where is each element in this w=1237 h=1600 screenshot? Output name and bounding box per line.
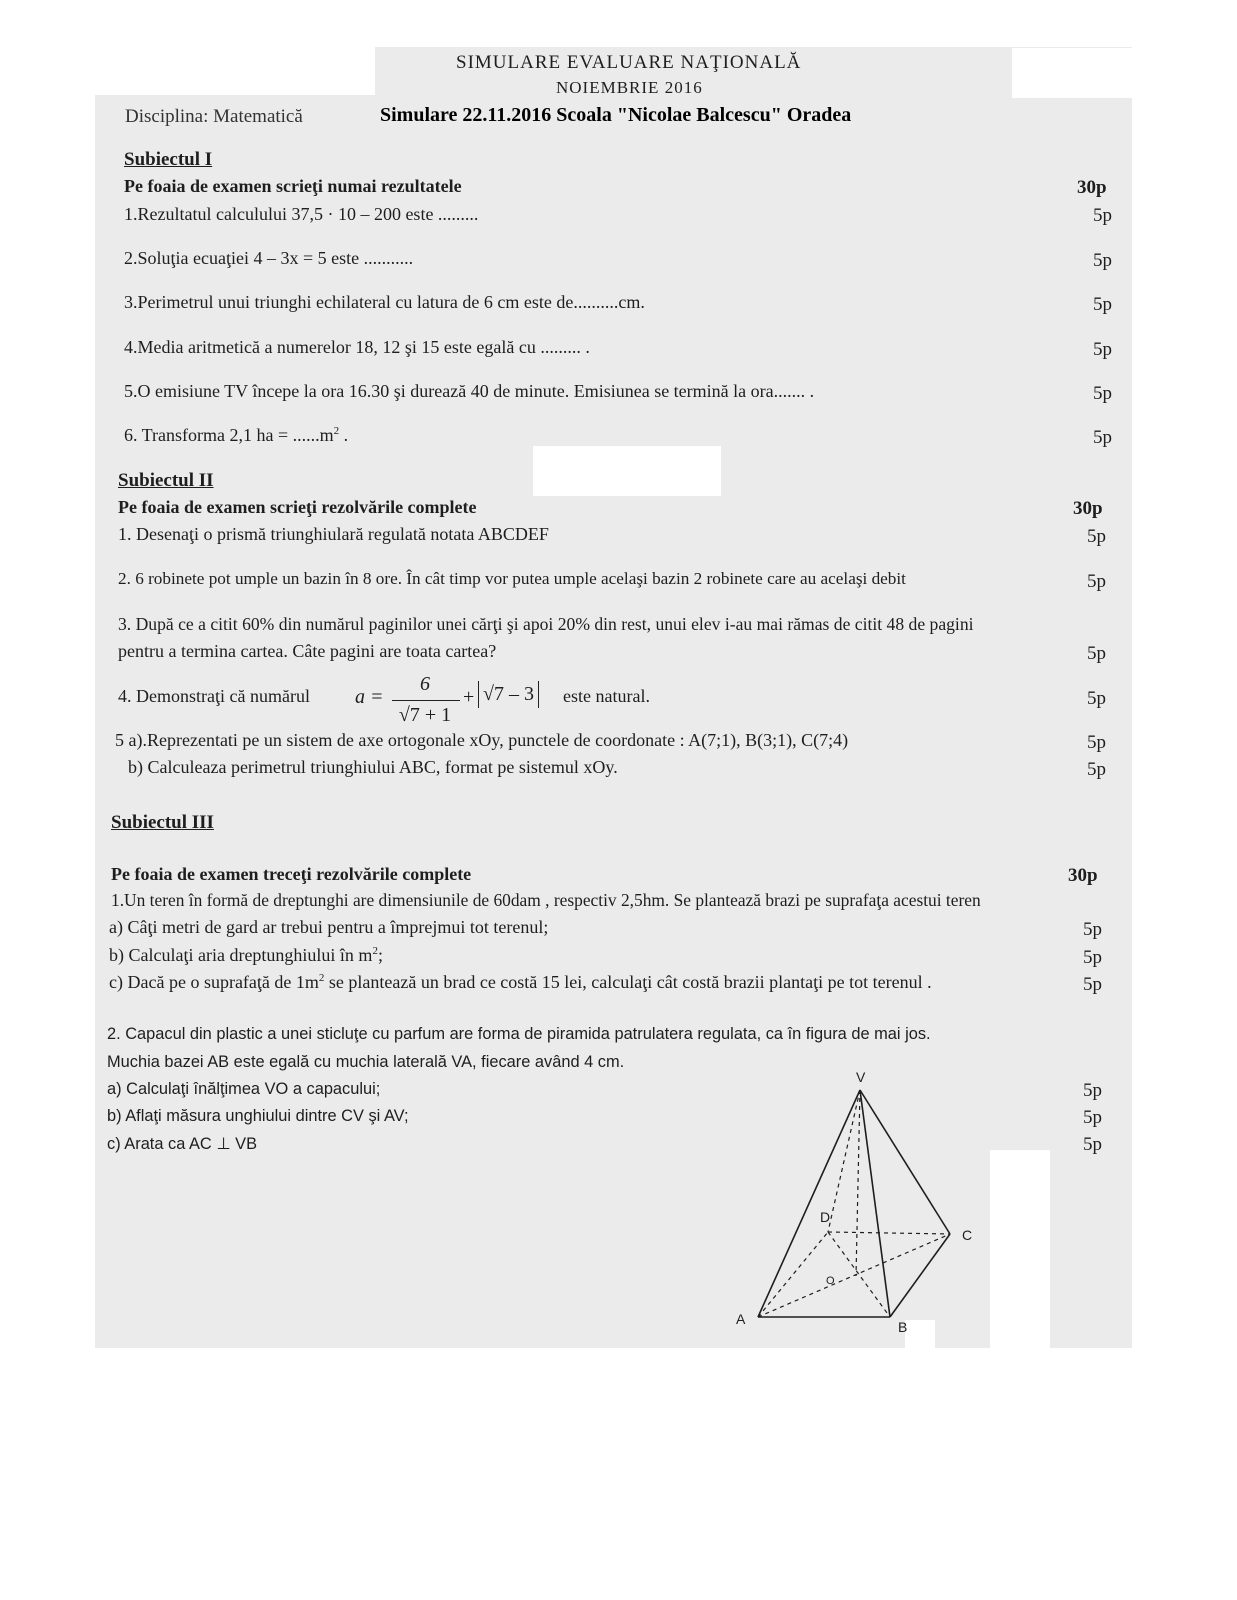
s3-problem-2b: b) Aflaţi măsura unghiului dintre CV şi AV; — [107, 1107, 409, 1125]
s2-question-2: 2. 6 robinete pot umple un bazin în 8 ore. În cât timp vor putea umple acelaşi bazin 2 robinete care au acelaşi debit — [118, 569, 906, 588]
edge-vd — [828, 1090, 860, 1232]
section-2-instruction: Pe foaia de examen scrieţi rezolvările complete — [118, 497, 477, 517]
s3-problem-1c: c) Dacă pe o suprafaţă de $1m^2$ se plantează un brad ce costă 15 lei, calculaţi cât costă brazii plantaţi pe tot terenul . — [109, 972, 932, 992]
s2-points-1: 5p — [1087, 526, 1106, 547]
edge-vc — [860, 1090, 950, 1234]
formula-a: a = — [355, 686, 384, 708]
section-2-total: 30p — [1073, 498, 1103, 519]
scan-patch — [990, 1150, 1050, 1350]
s2-question-3-line-2: pentru a termina cartea. Câte pagini are toata cartea? — [118, 641, 497, 661]
s3-points-1b: 5p — [1083, 947, 1102, 968]
height-vo — [856, 1090, 860, 1276]
label-o: O — [826, 1275, 835, 1287]
s2-points-5b: 5p — [1087, 759, 1106, 780]
s2-points-5a: 5p — [1087, 732, 1106, 753]
s3-problem-2c: c) Arata ca AC ⊥ VB — [107, 1135, 258, 1153]
formula-numerator: 6 — [420, 673, 430, 695]
label-d: D — [820, 1209, 831, 1225]
pyramid-figure — [730, 1060, 990, 1340]
section-1-instruction: Pe foaia de examen scrieţi numai rezultatele — [124, 176, 462, 196]
s3-points-1a: 5p — [1083, 919, 1102, 940]
section-3-title: Subiectul III — [111, 812, 214, 833]
s1-points-5: 5p — [1093, 383, 1112, 404]
scan-patch — [95, 35, 375, 95]
s1-question-6: 6. Transforma 2,1 ha = $......m^2$ . — [124, 425, 349, 445]
section-2-title: Subiectul II — [118, 470, 214, 491]
s1-points-4: 5p — [1093, 339, 1112, 360]
s2-question-4-tail: este natural. — [563, 686, 650, 706]
formula-absolute-value: √7 – 3 — [478, 681, 539, 708]
s2-question-5b: b) Calculeaza perimetrul triunghiului ABC, format pe sistemul xOy. — [128, 757, 618, 777]
formula-denominator: √7 + 1 — [398, 704, 452, 726]
fraction-bar — [392, 700, 460, 701]
s3-problem-1a: a) Câţi metri de gard ar trebui pentru a împrejmui tot terenul; — [109, 917, 549, 937]
label-b: B — [898, 1319, 908, 1335]
simulation-label: Simulare 22.11.2016 Scoala "Nicolae Balcescu" Oradea — [380, 104, 852, 126]
exam-title: SIMULARE EVALUARE NAŢIONALĂ — [456, 52, 802, 73]
s1-question-1: 1.Rezultatul calculului 37,5 · 10 – 200 este ......... — [124, 204, 479, 224]
s1-points-1: 5p — [1093, 205, 1112, 226]
label-v: V — [856, 1069, 866, 1085]
edge-vb — [860, 1090, 890, 1317]
s1-points-2: 5p — [1093, 250, 1112, 271]
section-3-instruction: Pe foaia de examen treceţi rezolvările complete — [111, 864, 472, 884]
s2-question-4: 4. Demonstraţi că numărul — [118, 686, 310, 706]
s3-problem-1-intro: 1.Un teren în formă de dreptunghi are dimensiunile de 60dam , respectiv 2,5hm. Se plantează brazi pe suprafaţa acestui teren — [111, 890, 981, 910]
s2-points-2: 5p — [1087, 571, 1106, 592]
s1-points-3: 5p — [1093, 294, 1112, 315]
s2-question-1: 1. Desenaţi o prismă triunghiulară regulată notata ABCDEF — [118, 524, 549, 544]
section-1-title: Subiectul I — [124, 149, 213, 170]
section-1-total: 30p — [1077, 177, 1107, 198]
s3-points-2c: 5p — [1083, 1134, 1102, 1155]
s3-points-2b: 5p — [1083, 1107, 1102, 1128]
scan-patch — [1012, 48, 1132, 98]
label-c: C — [962, 1227, 973, 1243]
formula-plus: + — [463, 686, 475, 708]
s3-problem-2-intro-1: 2. Capacul din plastic a unei sticluţe cu parfum are forma de piramida patrulatera regulata, ca în figura de mai jos. — [107, 1025, 931, 1043]
s1-points-6: 5p — [1093, 427, 1112, 448]
s1-question-3: 3.Perimetrul unui triunghi echilateral cu latura de 6 cm este de..........cm. — [124, 292, 645, 312]
s3-problem-2-intro-2: Muchia bazei AB este egală cu muchia laterală VA, fiecare având 4 cm. — [107, 1053, 625, 1071]
edge-dc — [828, 1232, 950, 1234]
s2-points-4: 5p — [1087, 688, 1106, 709]
diagonal-ac — [758, 1234, 950, 1317]
s3-problem-2a: a) Calculaţi înălţimea VO a capacului; — [107, 1080, 381, 1098]
s3-points-2a: 5p — [1083, 1080, 1102, 1101]
s2-question-3-line-1: 3. După ce a citit 60% din numărul paginilor unei cărţi şi apoi 20% din rest, unui elev i-au mai rămas de citit 48 de pagini — [118, 614, 974, 634]
section-3-total: 30p — [1068, 865, 1098, 886]
exam-month: NOIEMBRIE 2016 — [556, 78, 703, 97]
s1-question-5: 5.O emisiune TV începe la ora 16.30 şi durează 40 de minute. Emisiunea se termină la ora....... . — [124, 381, 815, 401]
edge-ad — [758, 1232, 828, 1317]
s3-points-1c: 5p — [1083, 974, 1102, 995]
label-a: A — [736, 1311, 746, 1327]
edge-va — [758, 1090, 860, 1317]
s3-problem-1b: b) Calculaţi aria dreptunghiului în $m^2$; — [109, 945, 383, 965]
discipline-label: Disciplina: Matematică — [125, 106, 303, 127]
s2-question-5a: 5 a).Reprezentati pe un sistem de axe ortogonale xOy, punctele de coordonate : A(7;1), B(3;1), C(7;4) — [115, 730, 849, 750]
s1-question-2: 2.Soluţia ecuaţiei 4 – 3x = 5 este ........... — [124, 248, 414, 268]
scan-patch — [533, 446, 721, 496]
s2-points-3: 5p — [1087, 643, 1106, 664]
s1-question-4: 4.Media aritmetică a numerelor 18, 12 şi 15 este egală cu ......... . — [124, 337, 590, 357]
